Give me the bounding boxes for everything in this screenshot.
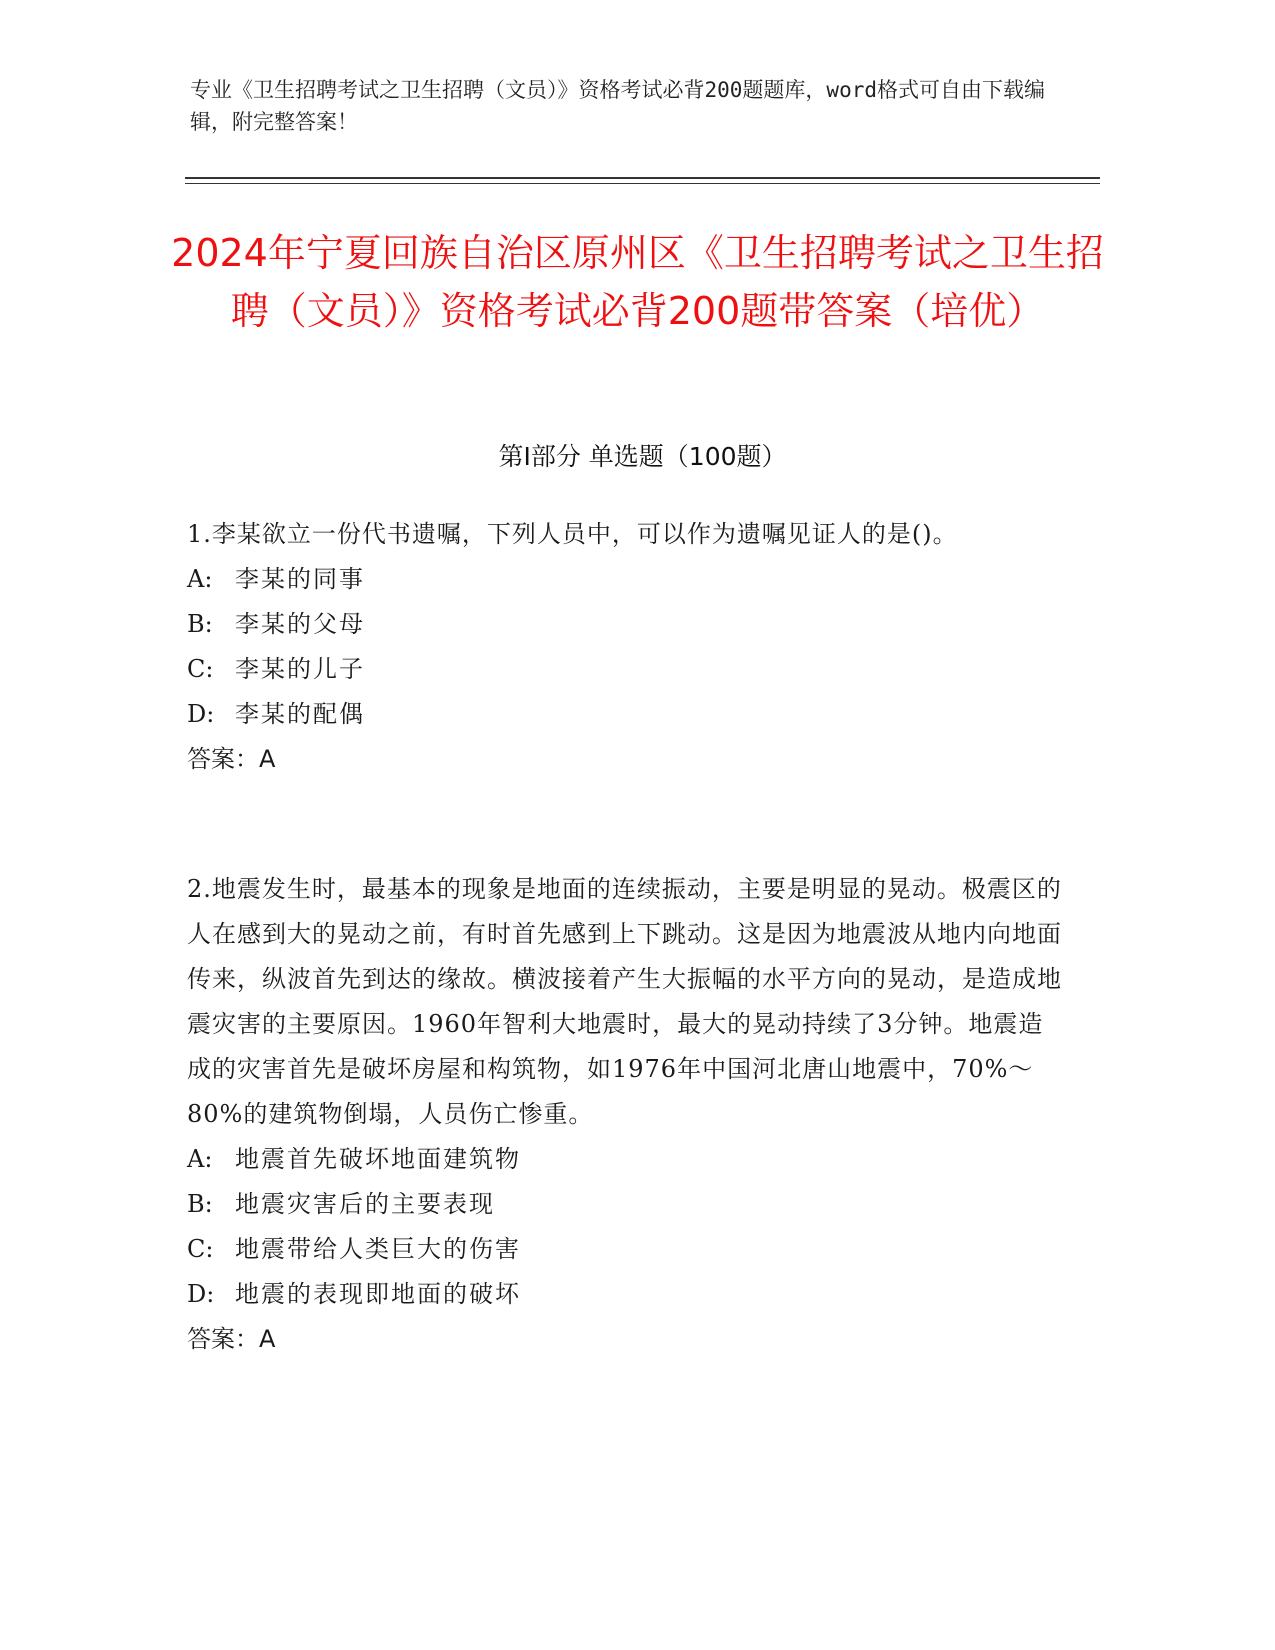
option-text: 地震的表现即地面的破坏 [235,1280,521,1308]
question-stem: 2.地震发生时，最基本的现象是地面的连续振动，主要是明显的晃动。极震区的人在感到大的晃动之前，有时首先感到上下跳动。这是因为地震波从地内向地面传来，纵波首先到达的缘故。横波接着产生大振幅的水平方向的晃动，是造成地震灾害的主要原因。1960年智利大地震时，最大的晃动持续了3分钟。地震造成的灾害首先是破坏房屋和构筑物，如1976年中国河北唐山地震中，70%～80%的建筑物倒塌，人员伤亡惨重。 [187,875,1062,1128]
question-2 [187,867,1067,1362]
document-title: 2024年宁夏回族自治区原州区《卫生招聘考试之卫生招聘（文员）》资格考试必背200题带答案（培优） [171,231,1104,333]
answer: 答案：A [187,745,276,773]
option-text: 李某的同事 [235,565,365,593]
option-text: 地震带给人类巨大的伤害 [235,1235,521,1263]
question-stem: 1.李某欲立一份代书遗嘱，下列人员中，可以作为遗嘱见证人的是()。 [187,520,958,548]
option-text: 李某的儿子 [235,655,365,683]
part-title: 第Ⅰ部分 单选题（100题） [498,442,787,471]
option-letter: C: [187,655,214,683]
option-c [187,1227,1067,1272]
header-note: 专业《卫生招聘考试之卫生招聘（文员）》资格考试必背200题题库，word格式可自由下载编辑，附完整答案！ [190,78,1045,134]
option-letter: B: [187,1190,213,1218]
option-a [187,557,1067,602]
option-text: 地震灾害后的主要表现 [235,1190,495,1218]
header-rule-thin [185,183,1100,184]
option-letter: A: [187,565,213,593]
option-text: 地震首先破坏地面建筑物 [235,1145,521,1173]
option-letter: B: [187,610,213,638]
option-a [187,1137,1067,1182]
question-1 [187,512,1067,782]
option-text: 李某的父母 [235,610,365,638]
option-letter: D: [187,700,215,728]
header-rule-thick [185,177,1100,179]
option-b [187,602,1067,647]
option-letter: D: [187,1280,215,1308]
option-letter: C: [187,1235,214,1263]
option-b [187,1182,1067,1227]
option-c [187,647,1067,692]
option-letter: A: [187,1145,213,1173]
option-d [187,1272,1067,1317]
answer: 答案：A [187,1325,276,1353]
option-text: 李某的配偶 [235,700,365,728]
option-d [187,692,1067,737]
